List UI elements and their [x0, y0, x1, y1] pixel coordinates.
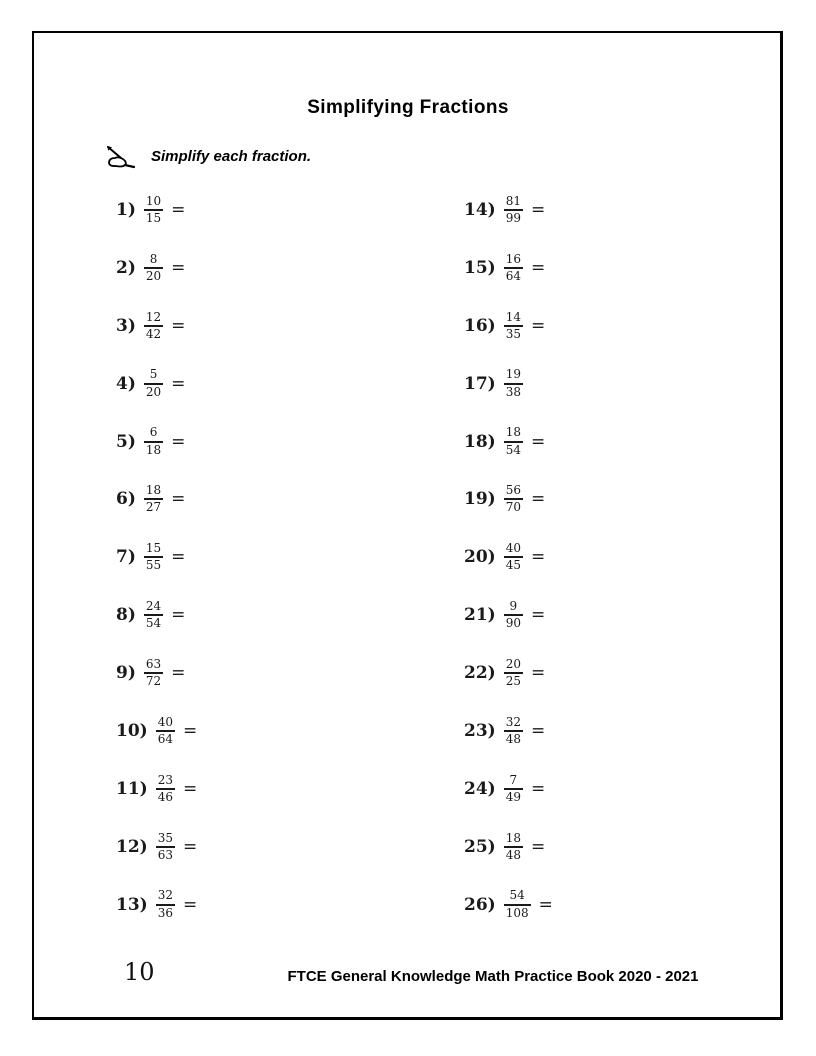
- fraction: [156, 774, 175, 804]
- problem-number: 9): [116, 663, 136, 684]
- fraction: [504, 658, 523, 688]
- equals-sign: =: [182, 894, 198, 915]
- fraction-denominator: 70: [505, 500, 521, 515]
- fraction-numerator: 35: [157, 830, 173, 845]
- fraction-denominator: 20: [145, 384, 162, 399]
- fraction-denominator: 42: [145, 326, 162, 341]
- fraction: [504, 484, 523, 514]
- problem-row: [464, 644, 553, 702]
- fraction-numerator: 56: [505, 483, 521, 498]
- equals-sign: =: [530, 720, 546, 741]
- problem-number: 8): [116, 605, 136, 626]
- fraction-denominator: 36: [157, 905, 173, 920]
- fraction-numerator: 63: [145, 656, 162, 671]
- fraction-numerator: 5: [149, 367, 158, 382]
- problems-column-left: [116, 181, 197, 934]
- problem-row: [464, 297, 553, 355]
- equals-sign: =: [171, 547, 186, 568]
- fraction-numerator: 40: [157, 714, 173, 729]
- fraction-numerator: 19: [505, 367, 521, 382]
- equals-sign: =: [171, 489, 186, 510]
- fraction: [144, 311, 163, 341]
- fraction-numerator: 10: [145, 193, 162, 208]
- problem-number: 12): [116, 836, 148, 857]
- problem-row: [464, 239, 553, 297]
- equals-sign: =: [182, 720, 198, 741]
- fraction-numerator: 18: [505, 830, 521, 845]
- equals-sign: =: [530, 663, 546, 684]
- equals-sign: =: [530, 605, 546, 626]
- fraction: [156, 832, 175, 862]
- fraction-denominator: 38: [505, 384, 521, 399]
- page-number: 10: [124, 958, 155, 986]
- fraction-denominator: 54: [505, 442, 521, 457]
- problem-number: 4): [116, 373, 136, 394]
- fraction-numerator: 40: [505, 541, 521, 556]
- problem-row: [116, 644, 197, 702]
- fraction-numerator: 23: [157, 772, 173, 787]
- fraction: [504, 542, 523, 572]
- problem-row: [116, 297, 197, 355]
- problem-row: [116, 355, 197, 413]
- equals-sign: =: [171, 199, 186, 220]
- fraction: [144, 542, 163, 572]
- fraction-denominator: 72: [145, 674, 162, 689]
- fraction: [144, 484, 163, 514]
- fraction: [504, 600, 523, 630]
- problem-row: [464, 181, 553, 239]
- problem-number: 26): [464, 894, 496, 915]
- problem-number: 17): [464, 373, 496, 394]
- fraction: [144, 600, 163, 630]
- equals-sign: =: [538, 894, 553, 915]
- problem-number: 18): [464, 431, 496, 452]
- fraction-denominator: 48: [505, 847, 521, 862]
- fraction-numerator: 7: [509, 772, 518, 787]
- fraction-numerator: 18: [145, 483, 162, 498]
- problem-row: [116, 818, 197, 876]
- fraction: [504, 253, 523, 283]
- problem-number: 13): [116, 894, 148, 915]
- fraction-denominator: 48: [505, 731, 521, 746]
- fraction-denominator: 49: [505, 789, 521, 804]
- fraction: [156, 716, 175, 746]
- equals-sign: =: [530, 315, 546, 336]
- equals-sign: =: [171, 257, 186, 278]
- problem-row: [116, 876, 197, 934]
- problem-number: 22): [464, 663, 496, 684]
- problem-row: [464, 586, 553, 644]
- fraction-numerator: 32: [505, 714, 521, 729]
- fraction: [144, 426, 163, 456]
- fraction-denominator: 18: [145, 442, 162, 457]
- problem-row: [464, 760, 553, 818]
- fraction-denominator: 63: [157, 847, 173, 862]
- equals-sign: =: [530, 489, 546, 510]
- fraction-numerator: 54: [509, 888, 525, 903]
- equals-sign: =: [530, 836, 546, 857]
- problem-number: 15): [464, 257, 496, 278]
- fraction-numerator: 9: [509, 598, 518, 613]
- problem-row: [464, 702, 553, 760]
- equals-sign: =: [182, 836, 198, 857]
- problem-number: 25): [464, 836, 496, 857]
- equals-sign: =: [171, 663, 186, 684]
- fraction-numerator: 18: [505, 425, 521, 440]
- problem-number: 23): [464, 720, 496, 741]
- problem-row: [116, 760, 197, 818]
- fraction-denominator: 20: [145, 268, 162, 283]
- problem-row: [464, 470, 553, 528]
- fraction-denominator: 90: [505, 616, 521, 631]
- fraction-numerator: 24: [145, 598, 162, 613]
- fraction-denominator: 45: [505, 558, 521, 573]
- problem-row: [116, 413, 197, 471]
- fraction-denominator: 108: [505, 905, 529, 920]
- fraction-numerator: 20: [505, 656, 521, 671]
- problem-number: 1): [116, 199, 136, 220]
- instruction-text: Simplify each fraction.: [151, 147, 312, 165]
- problem-row: [116, 586, 197, 644]
- problem-number: 19): [464, 489, 496, 510]
- fraction: [144, 368, 163, 398]
- fraction: [504, 774, 523, 804]
- fraction-denominator: 15: [145, 210, 162, 225]
- problem-row: [464, 355, 553, 413]
- problem-row: [464, 528, 553, 586]
- equals-sign: =: [530, 431, 546, 452]
- fraction: [504, 889, 531, 919]
- equals-sign: =: [530, 257, 546, 278]
- fraction: [144, 658, 163, 688]
- problem-number: 2): [116, 257, 136, 278]
- equals-sign: =: [171, 373, 186, 394]
- fraction: [504, 368, 523, 398]
- problem-row: [464, 876, 553, 934]
- footer-book-title: FTCE General Knowledge Math Practice Book 2020 - 2021: [287, 968, 699, 985]
- fraction-denominator: 25: [505, 674, 521, 689]
- fraction-denominator: 64: [157, 731, 173, 746]
- equals-sign: =: [530, 199, 546, 220]
- fraction-denominator: 54: [145, 616, 162, 631]
- problem-number: 7): [116, 547, 136, 568]
- problem-row: [116, 239, 197, 297]
- problem-row: [116, 702, 197, 760]
- fraction-denominator: 55: [145, 558, 162, 573]
- problem-number: 16): [464, 315, 496, 336]
- problem-row: [464, 413, 553, 471]
- fraction-denominator: 64: [505, 268, 521, 283]
- fraction-numerator: 81: [505, 193, 521, 208]
- problem-row: [116, 528, 197, 586]
- problem-number: 3): [116, 315, 136, 336]
- equals-sign: =: [171, 315, 186, 336]
- fraction-numerator: 15: [145, 541, 162, 556]
- problems-column-right: [464, 181, 553, 934]
- problem-number: 11): [116, 778, 148, 799]
- fraction-numerator: 14: [505, 309, 521, 324]
- problem-row: [464, 818, 553, 876]
- equals-sign: =: [182, 778, 198, 799]
- equals-sign: =: [171, 431, 186, 452]
- problem-number: 6): [116, 489, 136, 510]
- fraction-denominator: 35: [505, 326, 521, 341]
- problem-number: 24): [464, 778, 496, 799]
- equals-sign: =: [530, 778, 546, 799]
- fraction: [504, 832, 523, 862]
- problem-number: 14): [464, 199, 496, 220]
- fraction: [144, 195, 163, 225]
- fraction-denominator: 99: [505, 210, 521, 225]
- fraction: [144, 253, 163, 283]
- fraction-numerator: 8: [149, 251, 158, 266]
- writing-hand-icon: [104, 143, 140, 169]
- fraction-denominator: 46: [157, 789, 173, 804]
- fraction: [504, 195, 523, 225]
- page-title: Simplifying Fractions: [307, 97, 509, 118]
- problem-number: 10): [116, 720, 148, 741]
- fraction: [504, 716, 523, 746]
- equals-sign: =: [530, 547, 546, 568]
- problem-row: [116, 181, 197, 239]
- fraction: [504, 426, 523, 456]
- fraction-numerator: 12: [145, 309, 162, 324]
- problem-number: 20): [464, 547, 496, 568]
- fraction-denominator: 27: [145, 500, 162, 515]
- problem-number: 21): [464, 605, 496, 626]
- instruction-row: [104, 143, 311, 169]
- problem-row: [116, 470, 197, 528]
- problem-number: 5): [116, 431, 136, 452]
- fraction-numerator: 16: [505, 251, 521, 266]
- fraction-numerator: 32: [157, 888, 173, 903]
- fraction-numerator: 6: [149, 425, 158, 440]
- equals-sign: =: [171, 605, 186, 626]
- fraction: [156, 889, 175, 919]
- fraction: [504, 311, 523, 341]
